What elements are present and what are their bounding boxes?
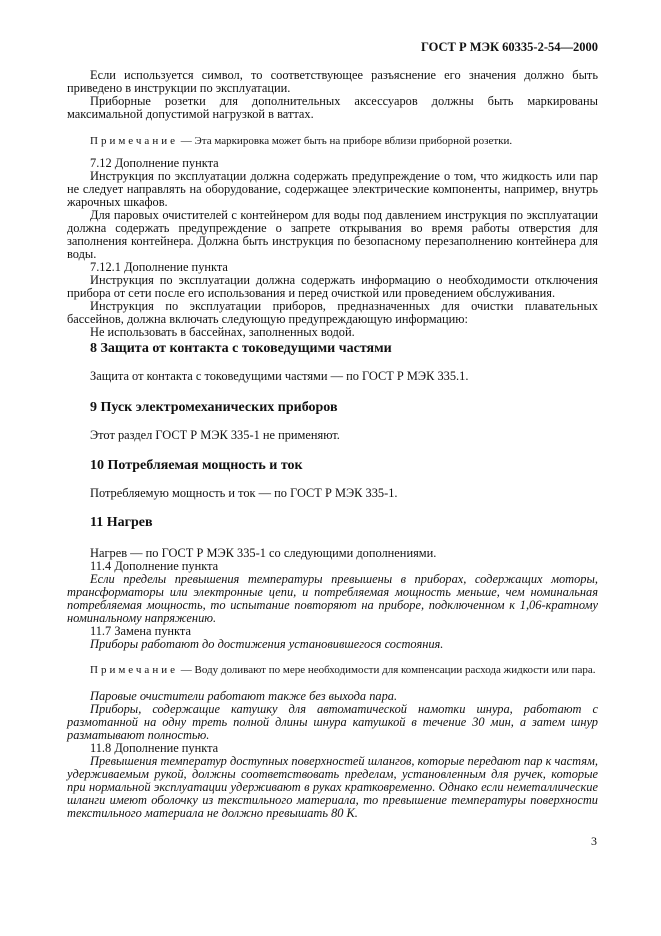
note: [67, 135, 598, 148]
clause-heading: 11.7 Замена пункта: [90, 624, 191, 638]
note-text: — Эта маркировка может быть на приборе вблизи приборной розетки.: [180, 135, 513, 147]
paragraph: Если используется символ, то соответствующее разъяснение его значения должно быть приведено в инструкции по эксплуатации.: [67, 68, 598, 95]
section-11: [67, 515, 598, 820]
section-7-text: [67, 69, 598, 121]
section-heading: 10 Потребляемая мощность и ток: [90, 458, 303, 473]
clause-heading: 7.12 Дополнение пункта: [90, 156, 219, 170]
note-label: Примечание: [90, 135, 178, 147]
section-heading: 9 Пуск электромеханических приборов: [90, 400, 338, 415]
paragraph: Этот раздел ГОСТ Р МЭК 335-1 не применяют.: [90, 428, 340, 442]
paragraph: Не использовать в бассейнах, заполненных водой.: [90, 325, 355, 339]
clause-heading: 7.12.1 Дополнение пункта: [90, 260, 228, 274]
section-heading: 8 Защита от контакта с токоведущими частями: [90, 341, 392, 356]
paragraph: Инструкция по эксплуатации должна содержать информацию о необходимости отключения прибора от сети после его использования и перед очисткой или проведением обслуживания.: [67, 273, 598, 300]
paragraph: Инструкция по эксплуатации приборов, предназначенных для очистки плавательных бассейнов, должна включать следующую предупреждающую информацию:: [67, 299, 598, 326]
section-7-12: [67, 157, 598, 339]
note-label: Примечание: [90, 664, 178, 676]
paragraph: Приборы, содержащие катушку для автоматической намотки шнура, работают с размотанной на одну треть полной длины шнура катушкой в течение 30 мин, а затем шнур разматывают полностью.: [67, 702, 598, 742]
section-9: [67, 400, 598, 442]
paragraph: Потребляемую мощность и ток — по ГОСТ Р МЭК 335-1.: [90, 486, 398, 500]
paragraph: Превышения температур доступных поверхностей шлангов, которые передают пар к частям, удерживаемым рукой, должны соответствовать пределам, установленным для ручек, которые при нормальной эксплуатации удерживают в руках кратковременно. Однако если неметаллические шланги имеют оболочку из текстильного материала, то превышение температуры поверхности текстильного материала не должно превышать 80 К.: [67, 754, 598, 820]
paragraph: Приборы работают до достижения установившегося состояния.: [90, 637, 444, 651]
clause-heading: 11.8 Дополнение пункта: [90, 741, 219, 755]
paragraph: Приборные розетки для дополнительных аксессуаров должны быть маркированы максимальной допустимой нагрузкой в ваттах.: [67, 94, 598, 121]
note-text: — Воду доливают по мере необходимости для компенсации расхода жидкости или пара.: [180, 664, 596, 676]
paragraph: Защита от контакта с токоведущими частями — по ГОСТ Р МЭК 335.1.: [90, 369, 469, 383]
paragraph: Инструкция по эксплуатации должна содержать предупреждение о том, что жидкость или пар не следует направлять на оборудование, содержащее электрические компоненты, например, внутрь жарочных шкафов.: [67, 169, 598, 209]
paragraph: Для паровых очистителей с контейнером для воды под давлением инструкция по эксплуатации должна содержать предупреждение о запрете открывания во время работы отверстия для заполнения контейнера. Должна быть инструкция по безопасному перезаполнению контейнера для воды.: [67, 208, 598, 261]
section-8: [67, 341, 598, 383]
paragraph: Паровые очистители работают также без выхода пара.: [90, 689, 398, 703]
clause-heading: 11.4 Дополнение пункта: [90, 559, 219, 573]
paragraph: Нагрев — по ГОСТ Р МЭК 335-1 со следующими дополнениями.: [90, 546, 437, 560]
paragraph: Если пределы превышения температуры превышены в приборах, содержащих моторы, трансформаторы или электронные цепи, и потребляемая мощность меньше, чем номинальная потребляемая мощность, то испытание повторяют на приборе, подключенном к 1,06-кратному номинальному напряжению.: [67, 572, 598, 625]
document-header: ГОСТ Р МЭК 60335-2-54—2000: [420, 40, 598, 54]
section-10: [67, 458, 598, 500]
page-number: 3: [591, 834, 597, 848]
section-heading: 11 Нагрев: [90, 515, 153, 530]
